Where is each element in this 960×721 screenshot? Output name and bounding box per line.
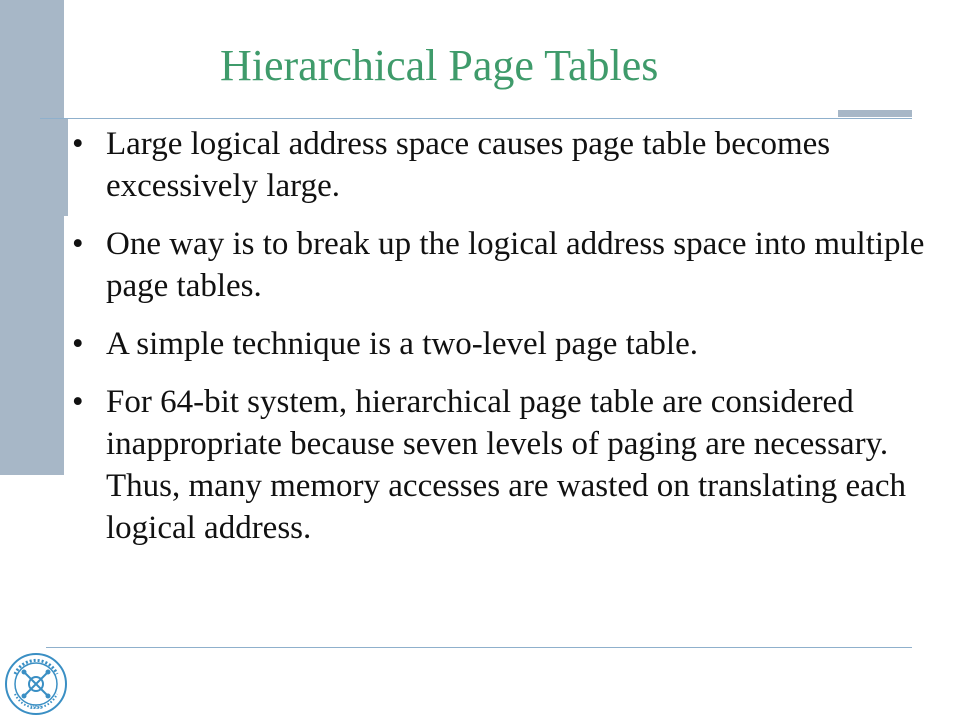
bullet-marker: •	[72, 126, 84, 162]
title-divider	[40, 118, 912, 119]
bullet-list	[72, 123, 948, 565]
bullet-item	[72, 323, 948, 365]
seal-year: 1956	[29, 705, 43, 711]
bullet-item	[72, 123, 948, 207]
bullet-item	[72, 381, 948, 549]
bullet-marker: •	[72, 226, 84, 262]
bullet-marker: •	[72, 384, 84, 420]
slide-title: Hierarchical Page Tables	[220, 41, 659, 90]
bullet-text: One way is to break up the logical address space into multiple page tables.	[106, 226, 925, 304]
bullet-text: For 64-bit system, hierarchical page table are considered inappropriate because seven levels of paging are necessary. Thus, many memory accesses are wasted on translating each logical address.	[106, 384, 906, 546]
bullet-marker: •	[72, 326, 84, 362]
bullet-item	[72, 223, 948, 307]
bullet-text: A simple technique is a two-level page table.	[106, 326, 698, 362]
footer-divider	[46, 647, 912, 648]
title-divider-accent	[838, 110, 912, 117]
university-seal-icon	[4, 652, 68, 716]
left-accent-bar	[0, 0, 64, 475]
bullet-text: Large logical address space causes page table becomes excessively large.	[106, 126, 831, 204]
left-accent-tick	[64, 118, 68, 216]
